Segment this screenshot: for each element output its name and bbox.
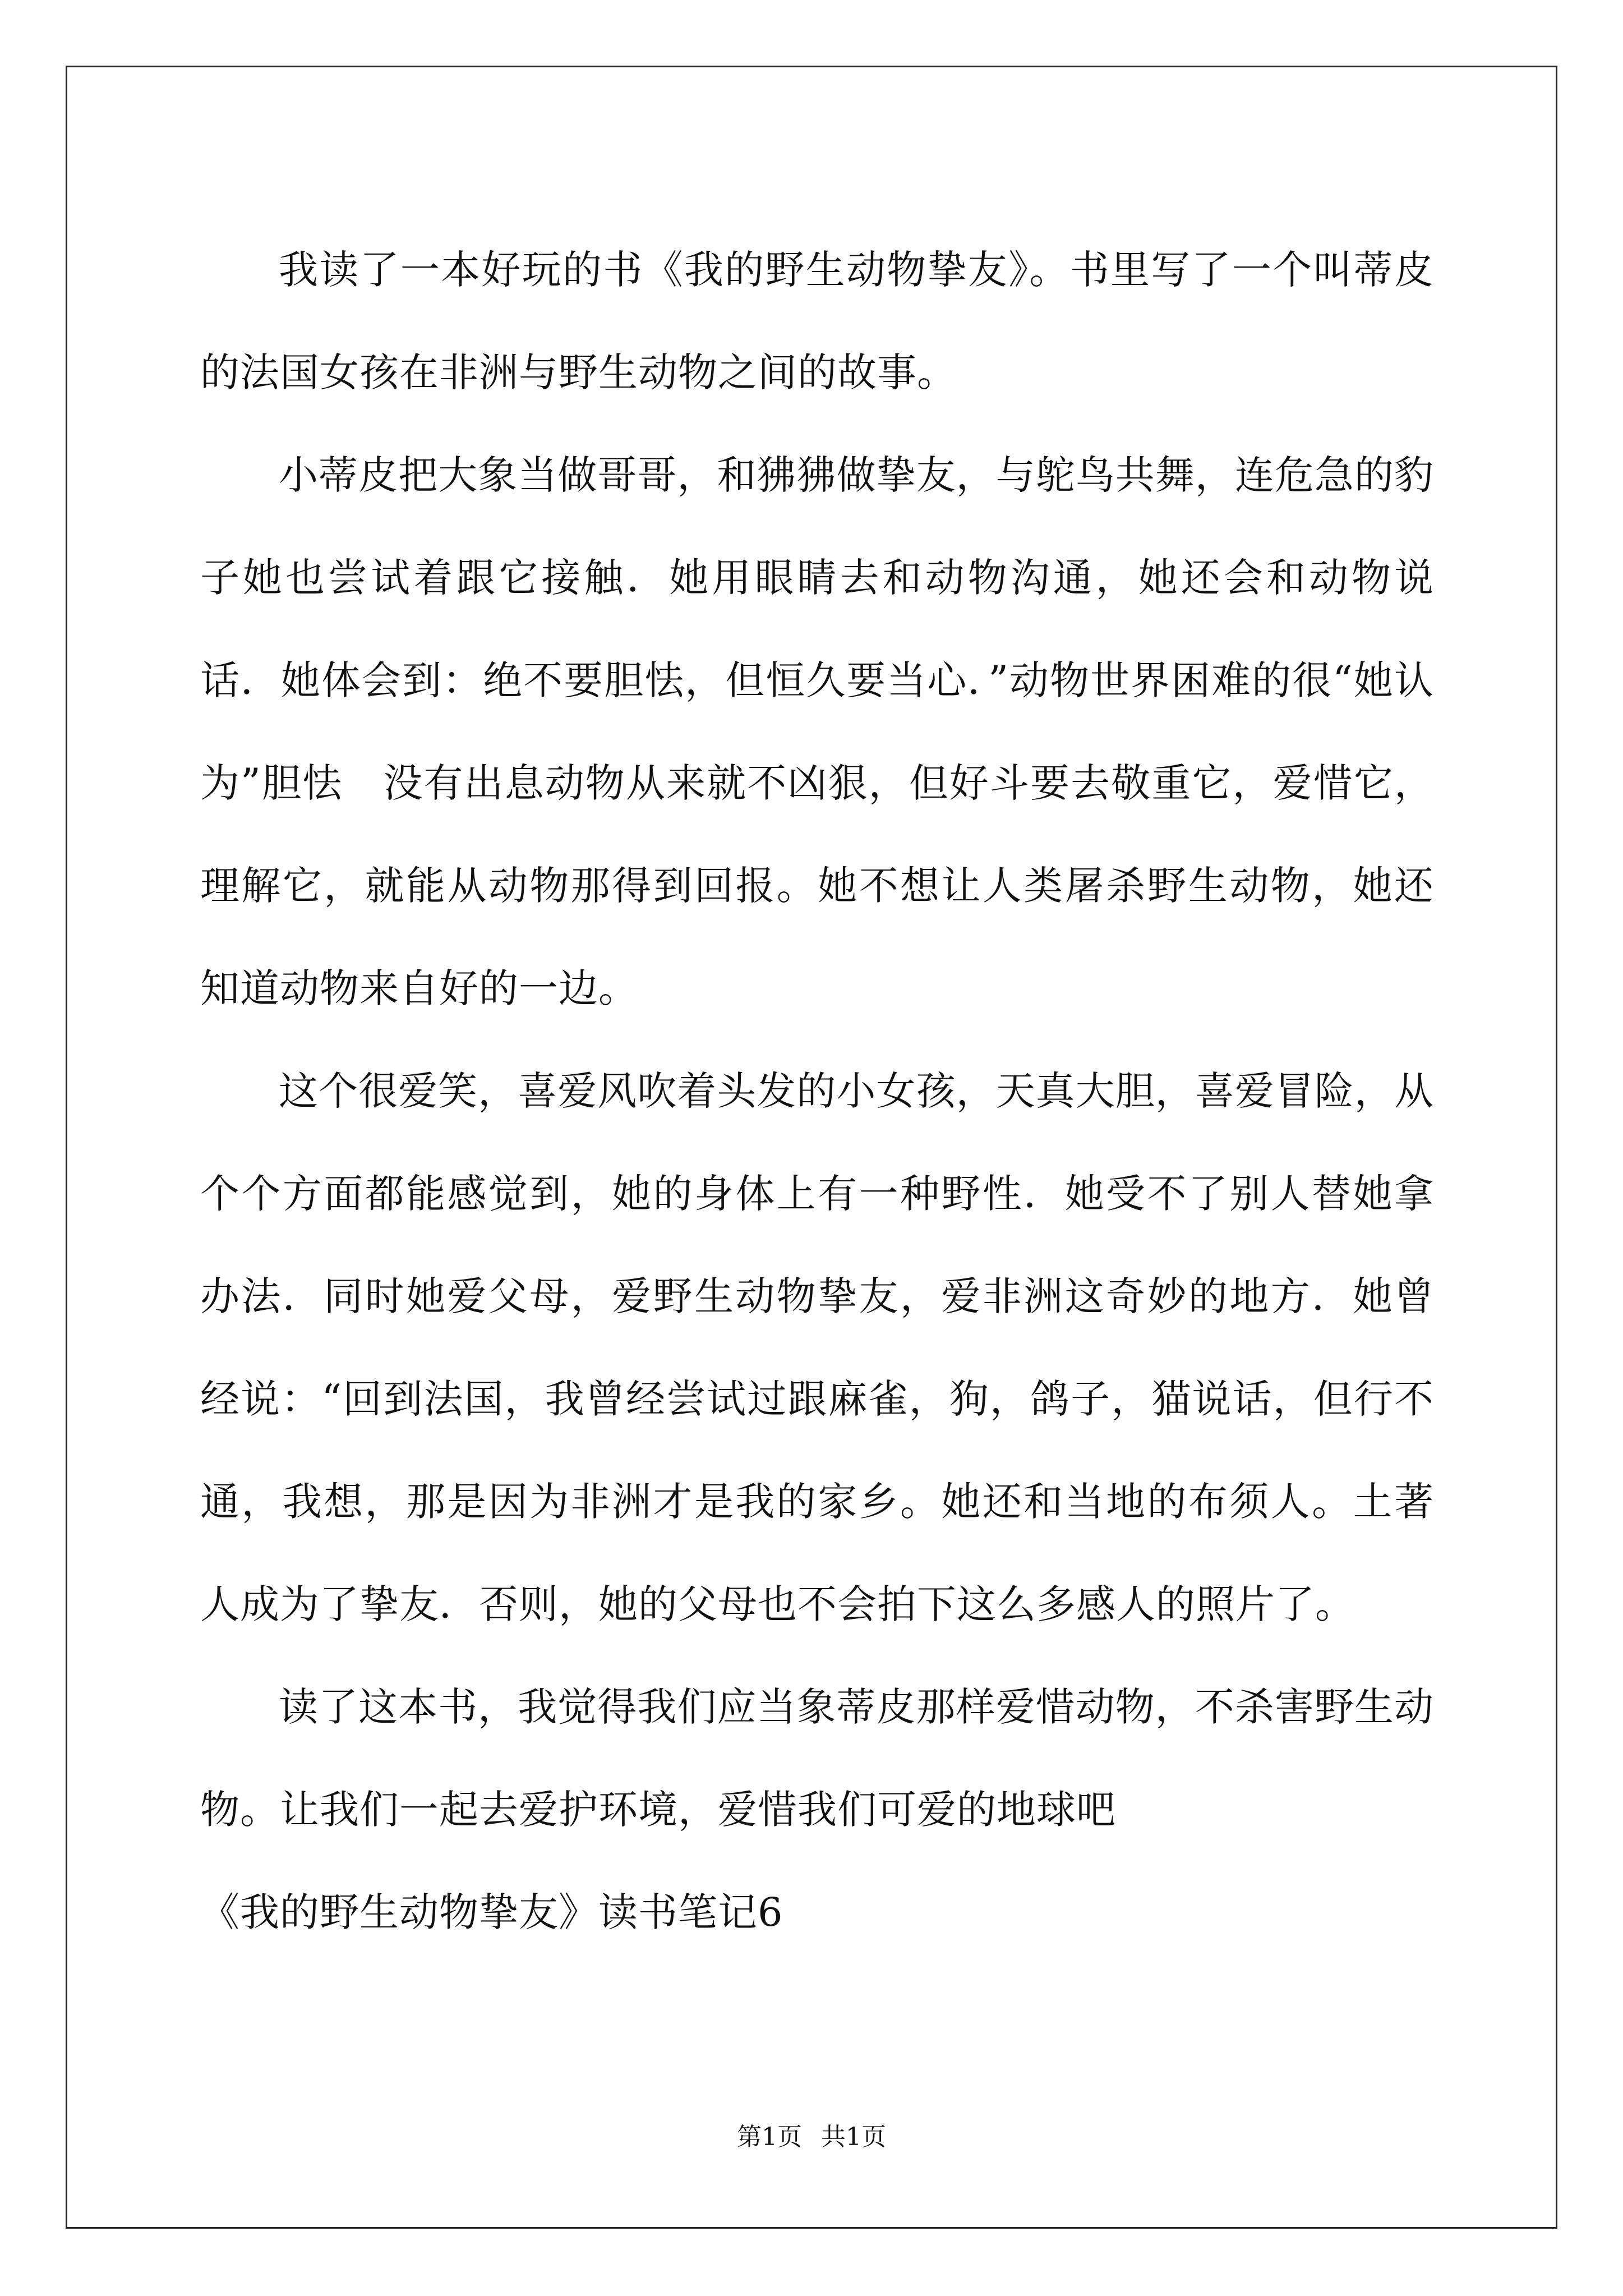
paragraph-3: 这个很爱笑，喜爱风吹着头发的小女孩，天真大胆，喜爱冒险，从个个方面都能感觉到，她的身体上有一种野性．她受不了别人替她拿办法．同时她爱父母，爱野生动物挚友，爱非洲这奇妙的地方．她曾经说：“回到法国，我曾经尝试过跟麻雀，狗，鸽子，猫说话，但行不通，我想，那是因为非洲才是我的家乡。她还和当地的布须人。土著人成为了挚友．否则，她的父母也不会拍下这么多感人的照片了。: [200, 1068, 1434, 1627]
page-number: 第1页: [737, 2123, 802, 2151]
page-footer: [0, 2120, 1623, 2154]
paragraph-1: 我读了一本好玩的书《我的野生动物挚友》。书里写了一个叫蒂皮的法国女孩在非洲与野生动物之间的故事。: [200, 247, 1434, 395]
paragraph-2: 小蒂皮把大象当做哥哥，和狒狒做挚友，与鸵鸟共舞，连危急的豹子她也尝试着跟它接触．她用眼睛去和动物沟通，她还会和动物说话．她体会到：绝不要胆怯，但恒久要当心．”动物世界困难的很“她认为”胆怯 没有出息动物从来就不凶狠，但好斗要去敬重它，爱惜它，理解它，就能从动物那得到回报。她不想让人类屠杀野生动物，她还知道动物来自好的一边。: [200, 452, 1434, 1011]
document-body: [200, 219, 1434, 1964]
page-total: 共1页: [821, 2123, 886, 2151]
next-section-heading: 《我的野生动物挚友》读书笔记6: [200, 1889, 783, 1935]
paragraph-4: 读了这本书，我觉得我们应当象蒂皮那样爱惜动物，不杀害野生动物。让我们一起去爱护环境，爱惜我们可爱的地球吧: [200, 1684, 1434, 1833]
